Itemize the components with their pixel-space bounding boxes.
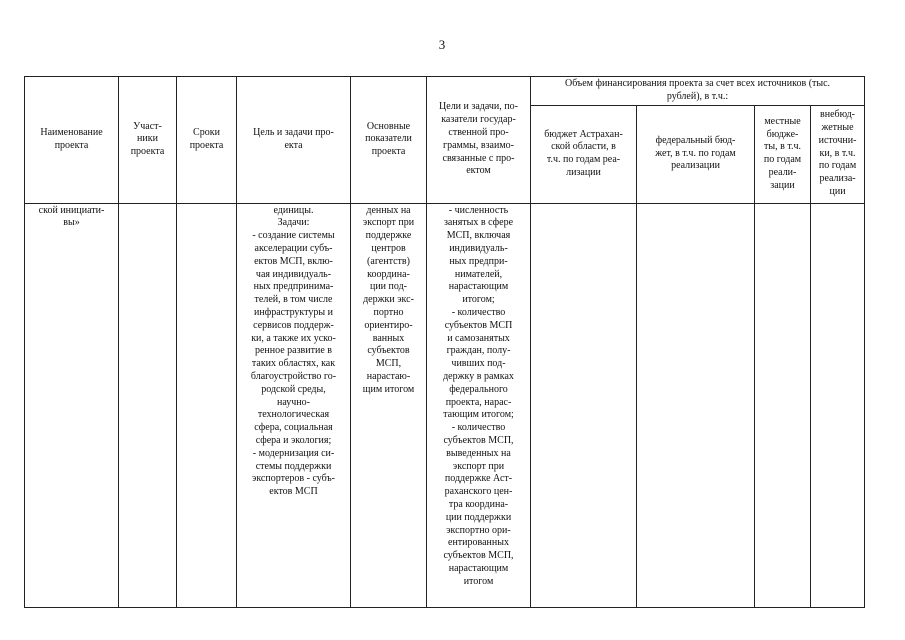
- header-timeline: Сроки проекта: [177, 77, 237, 204]
- header-main-indicators: Основные показатели проекта: [351, 77, 427, 204]
- header-budget-extra: внебюд- жетные источни- ки, в т.ч. по годам реализа- ции: [811, 105, 865, 203]
- header-budget-federal: федеральный бюд- жет, в т.ч. по годам реализации: [637, 105, 755, 203]
- header-participants: Участ- ники проекта: [119, 77, 177, 204]
- cell-project-name: ской инициати- вы»: [25, 203, 119, 607]
- table-row: [25, 203, 865, 607]
- header-goal-tasks: Цель и задачи про- екта: [237, 77, 351, 204]
- header-row-top: [25, 77, 865, 106]
- cell-participants: [119, 203, 177, 607]
- cell-timeline: [177, 203, 237, 607]
- header-program-goals: Цели и задачи, по- казатели государ- ственной про- граммы, взаимо- связанные с про- ектом: [427, 77, 531, 204]
- cell-budget-local: [755, 203, 811, 607]
- cell-budget-extra: [811, 203, 865, 607]
- cell-budget-federal: [637, 203, 755, 607]
- page-number: 3: [438, 37, 446, 52]
- cell-program-goals: - численность занятых в сфере МСП, включая индивидуаль- ных предпри- нимателей, нарастающим итогом; - количество субъектов МСП и самозанятых граждан, полу- чивших под- держку в рамках федерального проекта, нарас- тающим итогом; - количество субъектов МСП, выведенных на экспорт при поддержке Аст- раханского цен- тра координа- ции поддержки экспортно ори- ентированных субъектов МСП, нарастающим итогом: [427, 203, 531, 607]
- cell-budget-astrakhan: [531, 203, 637, 607]
- cell-main-indicators: денных на экспорт при поддержке центров (агентств) координа- ции под- держки экс- портно ориентиро- ванных субъектов МСП, нарастаю- щим итогом: [351, 203, 427, 607]
- cell-goal-tasks: единицы. Задачи: - создание системы акселерации субъ- ектов МСП, вклю- чая индивидуаль- ных предпринима- телей, в том числе инфраструктуры и сервисов поддерж- ки, а также их уско- ренное развитие в таких областях, как благоустройство го- родской среды, научно- технологическая сфера, социальная сфера и экология; - модернизация си- стемы поддержки экспортеров - субъ- ектов МСП: [237, 203, 351, 607]
- header-budget-local: местные бюдже- ты, в т.ч. по годам реали- зации: [755, 105, 811, 203]
- header-project-name: Наименование проекта: [25, 77, 119, 204]
- header-budget-astrakhan: бюджет Астрахан- ской области, в т.ч. по годам реа- лизации: [531, 105, 637, 203]
- project-table: [24, 76, 865, 608]
- header-financing-group: Объем финансирования проекта за счет всех источников (тыс. рублей), в т.ч.:: [531, 77, 865, 106]
